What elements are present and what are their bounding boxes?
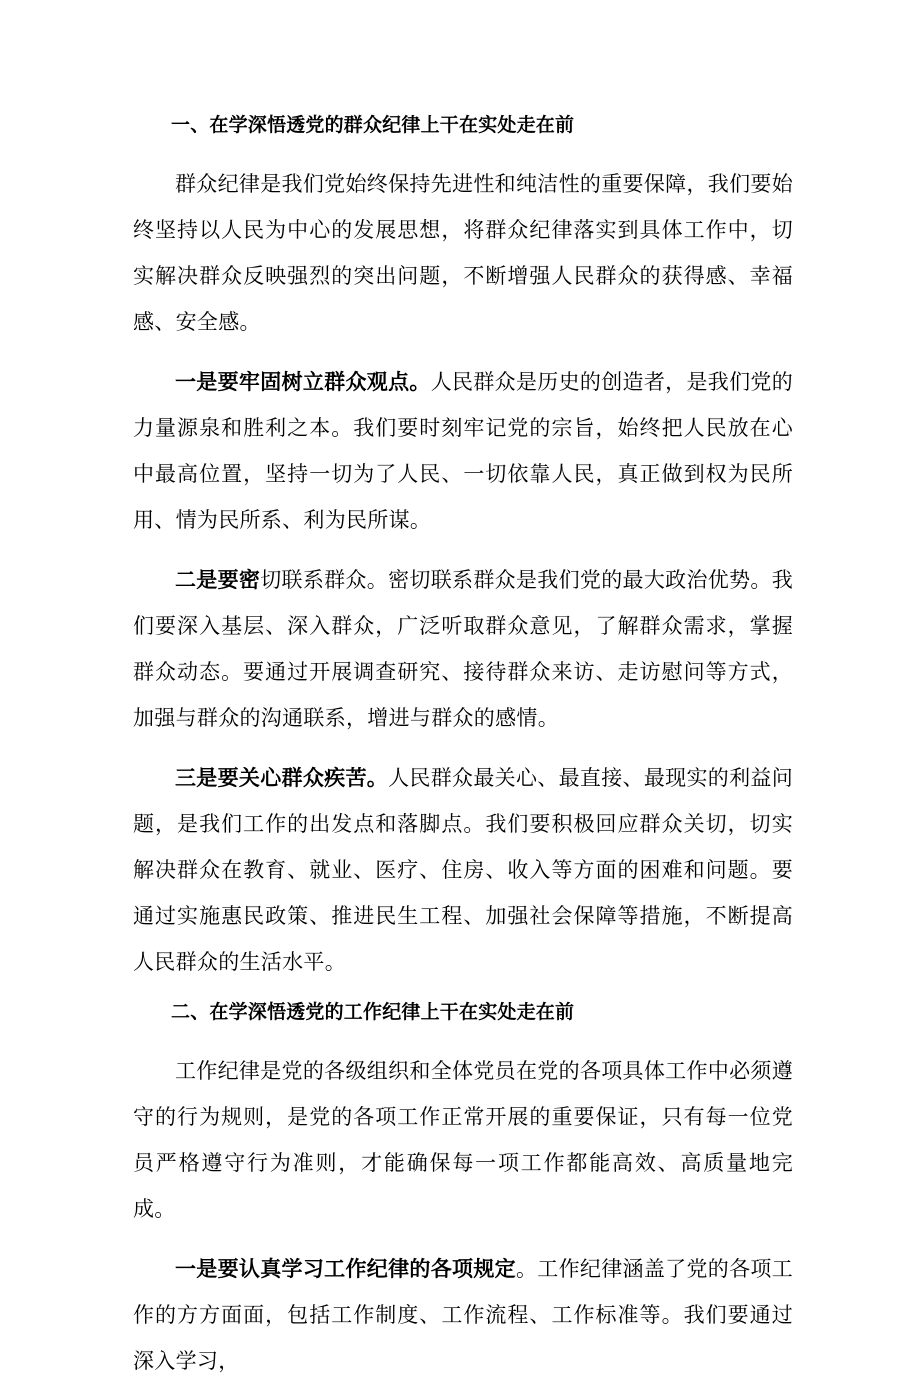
section-1-point-3 bbox=[133, 755, 793, 985]
point-body: 人民群众最关心、最直接、最现实的利益问题，是我们工作的出发点和落脚点。我们要积极回应群众关切，切实解决群众在教育、就业、医疗、住房、收入等方面的困难和问题。要通过实施惠民政策、推进民生工程、加强社会保障等措施，不断提高人民群众的生活水平。 bbox=[133, 766, 793, 974]
section-2-intro: 工作纪律是党的各级组织和全体党员在党的各项具体工作中必须遵守的行为规则，是党的各项工作正常开展的重要保证，只有每一位党员严格遵守行为准则，才能确保每一项工作都能高效、高质量地完成。 bbox=[133, 1059, 793, 1221]
section-1-intro: 群众纪律是我们党始终保持先进性和纯洁性的重要保障，我们要始终坚持以人民为中心的发展思想，将群众纪律落实到具体工作中，切实解决群众反映强烈的突出问题，不断增强人民群众的获得感、幸福感、安全感。 bbox=[133, 172, 793, 334]
section-1-heading: 一、在学深悟透党的群众纪律上干在实处走在前 bbox=[171, 114, 575, 136]
point-lead: 三是要关心群众疾苦。 bbox=[175, 765, 389, 790]
point-lead: 一是要牢固树立群众观点。 bbox=[175, 369, 431, 394]
document-body bbox=[133, 112, 793, 1398]
section-1-point-2 bbox=[133, 557, 793, 741]
section-1-point-1 bbox=[133, 359, 793, 543]
point-body: 。工作纪律涵盖了党的各项工作的方方面面，包括工作制度、工作流程、工作标准等。我们要通过深入学习， bbox=[133, 1257, 793, 1373]
section-2-heading: 二、在学深悟透党的工作纪律上干在实处走在前 bbox=[171, 1001, 575, 1023]
section-2-point-1 bbox=[133, 1246, 793, 1384]
point-lead: 二是要密 bbox=[175, 567, 261, 592]
point-lead: 一是要认真学习工作纪律的各项规定 bbox=[175, 1256, 516, 1281]
point-body: 人民群众是历史的创造者，是我们党的力量源泉和胜利之本。我们要时刻牢记党的宗旨，始终把人民放在心中最高位置，坚持一切为了人民、一切依靠人民，真正做到权为民所用、情为民所系、利为民所谋。 bbox=[133, 370, 793, 532]
point-body: 切联系群众。密切联系群众是我们党的最大政治优势。我们要深入基层、深入群众，广泛听取群众意见，了解群众需求，掌握群众动态。要通过开展调查研究、接待群众来访、走访慰问等方式，加强与群众的沟通联系，增进与群众的感情。 bbox=[133, 568, 794, 730]
